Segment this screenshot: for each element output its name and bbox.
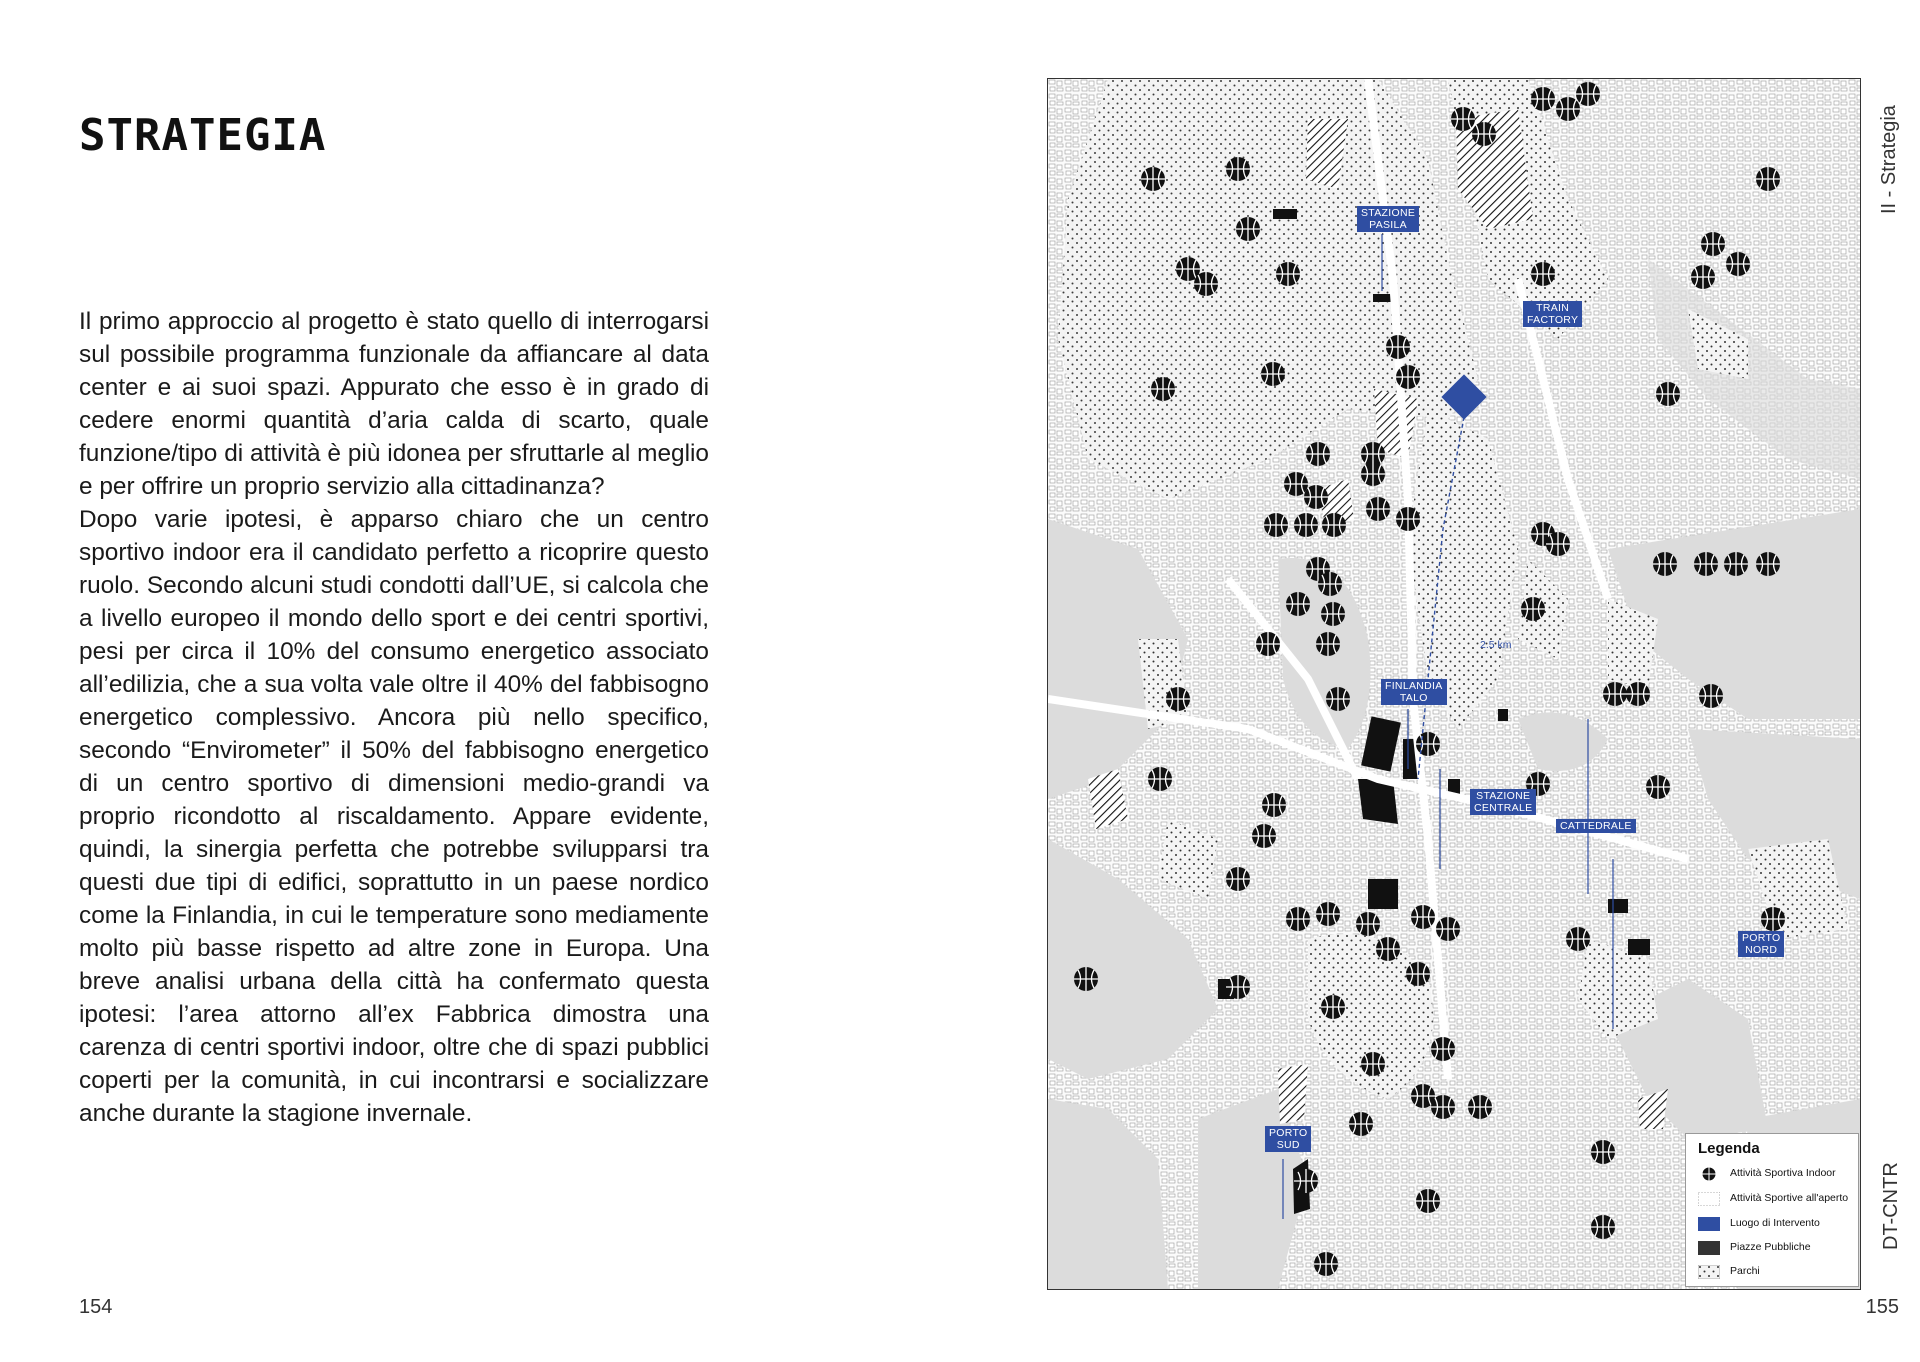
plaza-swatch-icon: [1698, 1241, 1720, 1255]
park-swatch-icon: [1698, 1265, 1720, 1279]
body-text: [79, 305, 709, 1130]
map-svg: [1048, 79, 1860, 1289]
project-side-label: DT-CNTR: [1880, 1162, 1902, 1250]
legend-item-indoor: Attività Sportiva Indoor: [1698, 1164, 1858, 1184]
legend-item-intervention: Luogo di Intervento: [1698, 1214, 1858, 1234]
section-side-label: II - Strategia: [1878, 105, 1900, 214]
hatch-swatch-icon: [1698, 1192, 1720, 1206]
label-porto-nord: PORTO NORD: [1738, 931, 1784, 957]
label-train-factory: TRAIN FACTORY: [1523, 301, 1582, 327]
intervention-swatch-icon: [1698, 1217, 1720, 1231]
distance-label: 2.5 km: [1480, 639, 1512, 651]
legend-item-outdoor: Attività Sportive all'aperto: [1698, 1189, 1858, 1209]
page-number-left: 154: [79, 1296, 113, 1318]
page-title: STRATEGIA: [79, 110, 327, 161]
paragraph-2: Dopo varie ipotesi, è apparso chiaro che un centro sportivo indoor era il candidato perfetto a ricoprire questo ruolo. Secondo alcuni studi condotti dall’UE, si calcola che a livello europeo il mondo dello sport e dei centri sportivi, pesi per circa il 10% del consumo energetico associato all’edilizia, che a sua volta vale oltre il 40% del fabbisogno energetico complessivo. Ancora più nello specifico, secondo “Envirometer” il 50% del fabbisogno energetico di un centro sportivo di dimensioni medio-grandi va proprio ricondotto al riscaldamento. Appare evidente, quindi, la sinergia perfetta che potrebbe svilupparsi tra questi due tipi di edifici, soprattutto in un paese nordico come la Finlandia, in cui le temperature sono mediamente molto più basse rispetto ad altre zone in Europa. Una breve analisi urbana della città ha confermato questa ipotesi: l’area attorno all’ex Fabbrica dimostra una carenza di centri sportivi indoor, oltre che di spazi pubblici coperti per la comunità, in cui incontrarsi e socializzare anche durante la stagione invernale.: [79, 506, 709, 1127]
label-cattedrale: CATTEDRALE: [1556, 819, 1636, 833]
label-porto-sud: PORTO SUD: [1265, 1126, 1311, 1152]
label-finlandia-talo: FINLANDIA TALO: [1381, 679, 1447, 705]
legend-item-parks: Parchi: [1698, 1262, 1858, 1282]
basketball-icon: [1698, 1167, 1720, 1181]
map-legend: [1685, 1133, 1859, 1287]
city-map: [1047, 78, 1861, 1290]
legend-title: Legenda: [1698, 1140, 1760, 1157]
page-number-right: 155: [1865, 1296, 1899, 1318]
right-page: [960, 0, 1920, 1362]
label-stazione-centrale: STAZIONE CENTRALE: [1470, 789, 1536, 815]
legend-item-plazas: Piazze Pubbliche: [1698, 1238, 1858, 1258]
label-stazione-pasila: STAZIONE PASILA: [1357, 206, 1419, 232]
paragraph-1: Il primo approccio al progetto è stato quello di interrogarsi sul possibile programma funzionale da affiancare al data center e ai suoi spazi. Appurato che esso è in grado di cedere enormi quantità d’aria calda di scarto, quale funzione/tipo di attività è più idonea per sfruttarle al meglio e per offrire un proprio servizio alla cittadinanza?: [79, 308, 709, 500]
